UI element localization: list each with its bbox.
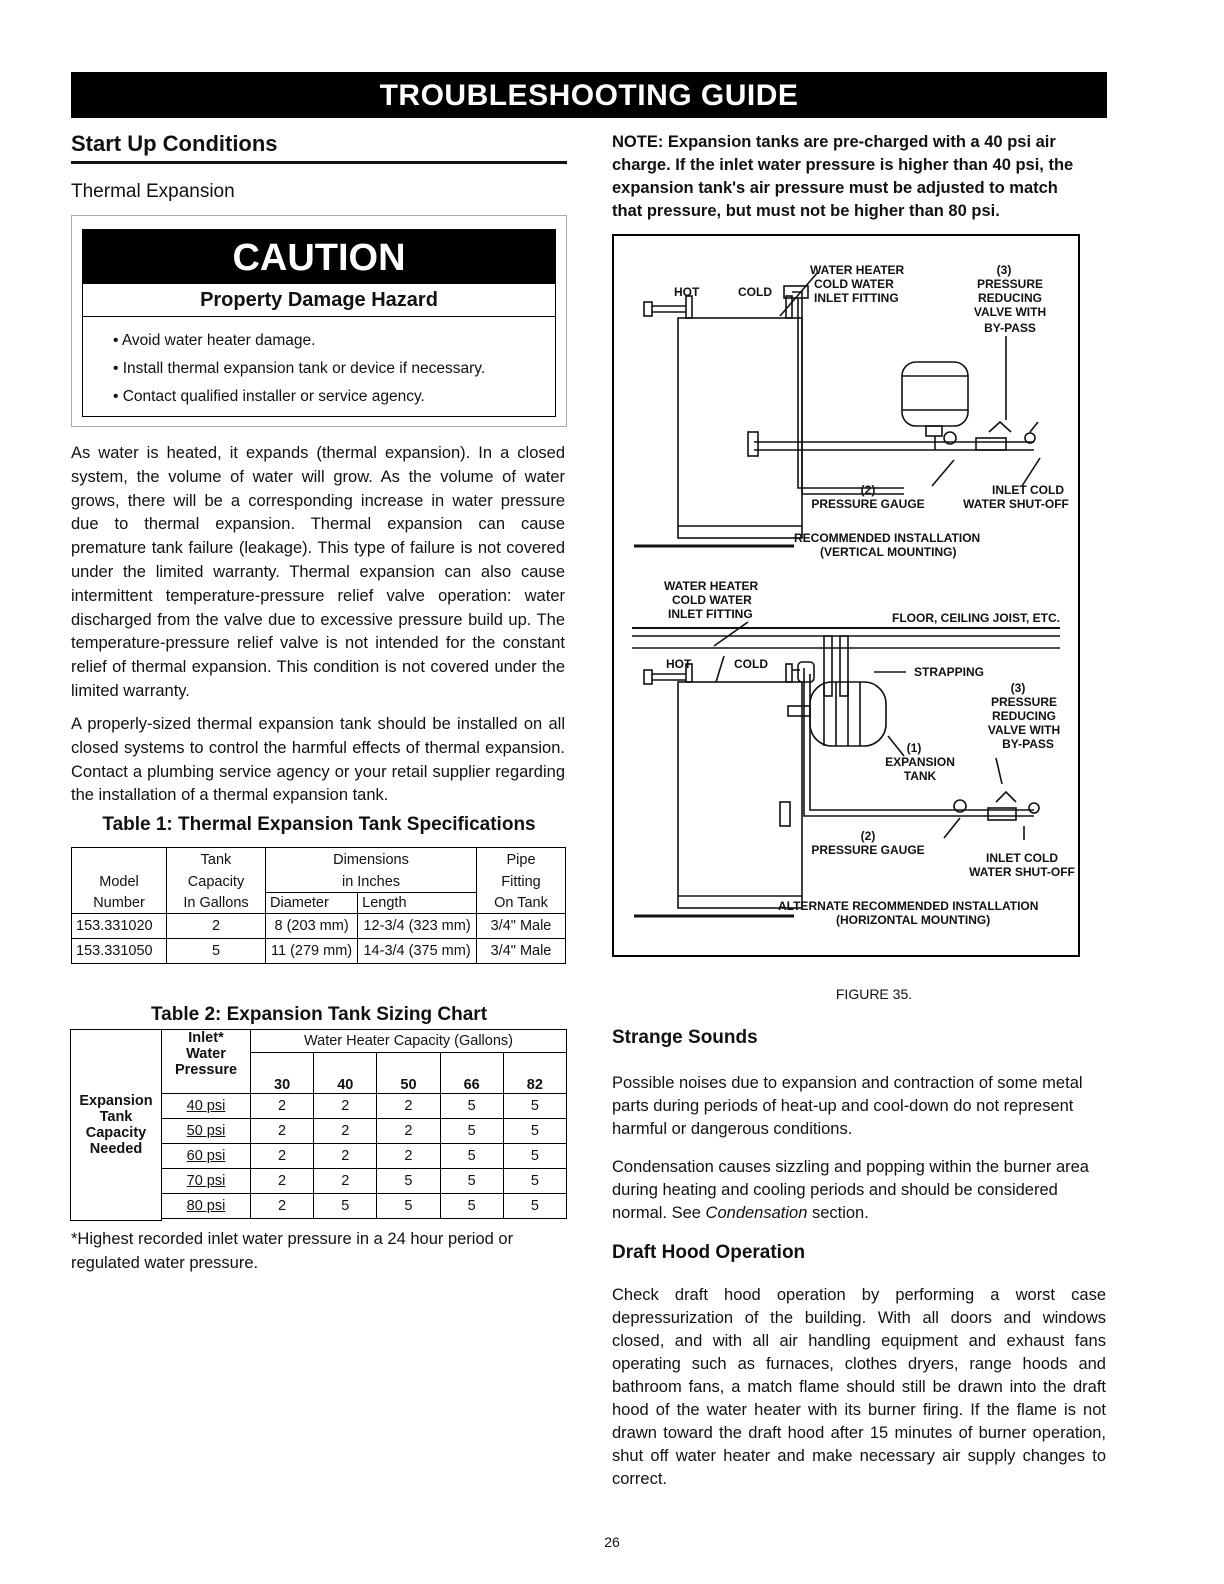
table1-cell: 12-3/4 (323 mm) [358, 914, 477, 939]
label-strapping: STRAPPING [914, 665, 985, 679]
label-bottom-valve: (3) [1010, 681, 1026, 695]
table2 [70, 1029, 567, 1221]
table2-cell: 2 [251, 1194, 314, 1219]
table1-header: Pipe [477, 848, 566, 873]
table1-header: Number [72, 893, 167, 914]
expansion-tank-note: NOTE: Expansion tanks are pre-charged with a 40 psi air charge. If the inlet water pressure is higher than 40 psi, the expansion tank's air pressure must be adjusted to match that pressure, but must not be higher than 80 psi. [612, 133, 1074, 220]
table2-cell: 2 [314, 1119, 377, 1144]
table2-cell: 5 [503, 1194, 566, 1219]
table2-cell: 2 [377, 1094, 440, 1119]
label-bottom-inlet-fitting: WATER HEATER [664, 579, 759, 593]
table1-cell: 5 [167, 939, 266, 964]
label-top-valve: VALVE WITH [973, 305, 1047, 319]
table2-cell: 5 [503, 1169, 566, 1194]
table2-cell: 5 [314, 1194, 377, 1219]
label-top-gauge: (2) [860, 483, 876, 497]
label-top-valve: (3) [996, 263, 1012, 277]
caution-header: CAUTION [83, 230, 555, 284]
table1-cell: 153.331020 [72, 914, 167, 939]
table2-cell: 5 [503, 1144, 566, 1169]
table2-cell: 2 [314, 1169, 377, 1194]
table2-cell: 5 [440, 1194, 503, 1219]
table1-header: Diameter [266, 893, 358, 914]
label-floor: FLOOR, CEILING JOIST, ETC. [892, 611, 1061, 625]
table1-cell: 11 (279 mm) [266, 939, 358, 964]
page-banner: TROUBLESHOOTING GUIDE [71, 72, 1107, 118]
strange-sounds-title: Strange Sounds [612, 1027, 758, 1048]
table2-capacity-header: Water Heater Capacity (Gallons) [251, 1030, 567, 1053]
subsection-title: Thermal Expansion [71, 181, 235, 202]
label-bottom-inlet-fitting: COLD WATER [672, 593, 752, 607]
table2-cell: 2 [314, 1094, 377, 1119]
table1-header: in Inches [266, 872, 477, 893]
table2-cell: 2 [251, 1119, 314, 1144]
table2-capacity: 30 [251, 1053, 314, 1094]
table2-pressure: 60 psi [162, 1144, 251, 1169]
label-top-shutoff: INLET COLD [992, 483, 1064, 497]
caution-item: • Contact qualified installer or service agency. [113, 388, 425, 405]
draft-hood-title: Draft Hood Operation [612, 1242, 806, 1263]
caution-item: • Install thermal expansion tank or device if necessary. [113, 360, 486, 377]
table2-pressure: 40 psi [162, 1094, 251, 1119]
figure-caption: FIGURE 35. [835, 986, 913, 1002]
strange-sounds-p1: Possible noises due to expansion and contraction of some metal parts during periods of heat-up and cool-down do not represent harmful or dangerous conditions. [612, 1074, 1083, 1138]
table1-header: Tank [167, 848, 266, 873]
table2-footnote: *Highest recorded inlet water pressure in a 24 hour period or regulated water pressure. [71, 1230, 514, 1272]
table1-cell: 3/4" Male [477, 914, 566, 939]
table2-cell: 5 [440, 1169, 503, 1194]
label-bottom-valve: BY-PASS [1002, 737, 1054, 751]
table2-capacity: 50 [377, 1053, 440, 1094]
caution-subheader: Property Damage Hazard [83, 284, 555, 317]
table2-cell: 5 [503, 1094, 566, 1119]
table2-capacity: 40 [314, 1053, 377, 1094]
table1 [71, 847, 566, 964]
table1-header [72, 848, 167, 873]
caution-list [83, 317, 555, 411]
draft-hood-paragraph: Check draft hood operation by performing a worst case depressurization of the building. With all doors and windows closed, and with all air handling equipment and exhaust fans operating such as furnaces, clothes dryers, range hoods and bathroom fans, a match flame should still be drawn into the draft hood of the water heater with its burner firing. If the flame is not drawn toward the draft hood after 15 minutes of burner operation, shut off water heater and make necessary air supply changes to correct. [612, 1286, 1106, 1488]
table1-header: Fitting [477, 872, 566, 893]
table1-header: Dimensions [266, 848, 477, 873]
table2-pressure: 80 psi [162, 1194, 251, 1219]
page-number: 26 [604, 1534, 620, 1550]
label-expansion-tank: (1) [906, 741, 922, 755]
label-bottom-gauge: PRESSURE GAUGE [811, 843, 925, 857]
label-top-cold: COLD [738, 285, 772, 299]
caution-box [71, 215, 567, 427]
label-bottom-gauge: (2) [860, 829, 876, 843]
label-top-valve: BY-PASS [984, 321, 1036, 335]
table2-title: Table 2: Expansion Tank Sizing Chart [150, 1004, 488, 1025]
caution-item: • Avoid water heater damage. [113, 332, 316, 349]
label-top-inlet-fitting: WATER HEATER [810, 263, 905, 277]
table1-header: Model [72, 872, 167, 893]
installation-diagram [614, 236, 1078, 955]
table2-cell: 2 [251, 1144, 314, 1169]
label-bottom-title: (HORIZONTAL MOUNTING) [836, 913, 991, 927]
label-top-title: (VERTICAL MOUNTING) [820, 545, 957, 559]
table2-cell: 2 [377, 1144, 440, 1169]
table2-pressure: 70 psi [162, 1169, 251, 1194]
label-top-valve: REDUCING [977, 291, 1043, 305]
table2-cell: 5 [503, 1119, 566, 1144]
label-bottom-valve: REDUCING [991, 709, 1057, 723]
table1-cell: 8 (203 mm) [266, 914, 358, 939]
table2-capacity: 66 [440, 1053, 503, 1094]
label-top-title: RECOMMENDED INSTALLATION [794, 531, 981, 545]
table2-pressure-header: Inlet* Water Pressure [162, 1030, 251, 1094]
thermal-expansion-paragraph: As water is heated, it expands (thermal expansion). In a closed system, the volume of water will grow. As the volume of water grows, there will be a corresponding increase in water pressure due to thermal expansion. Thermal expansion can cause premature tank failure (leakage). This type of failure is not covered under the limited warranty. Thermal expansion can also cause intermittent temperature-pressure relief valve operation: water discharged from the valve due to excessive pressure build up. The temperature-pressure relief valve is not intended for the constant relief of thermal expansion. This condition is not covered under the limited warranty. [71, 444, 565, 700]
label-top-shutoff: WATER SHUT-OFF [963, 497, 1069, 511]
table2-cell: 5 [440, 1094, 503, 1119]
label-top-gauge: PRESSURE GAUGE [811, 497, 925, 511]
table1-cell: 2 [167, 914, 266, 939]
label-bottom-cold: COLD [734, 657, 768, 671]
strange-sounds-p2: Condensation causes sizzling and popping within the burner area during heating and cooling periods and should be considered normal. See Condensation section. [612, 1158, 1089, 1222]
label-bottom-shutoff: WATER SHUT-OFF [969, 865, 1075, 879]
table2-cell: 5 [377, 1194, 440, 1219]
table1-cell: 14-3/4 (375 mm) [358, 939, 477, 964]
section-divider [71, 161, 567, 164]
table2-cell: 2 [251, 1094, 314, 1119]
label-top-valve: PRESSURE [976, 277, 1044, 291]
table2-cell: 5 [440, 1119, 503, 1144]
table1-title: Table 1: Thermal Expansion Tank Specifications [102, 814, 536, 835]
table2-capacity: 82 [503, 1053, 566, 1094]
table2-pressure: 50 psi [162, 1119, 251, 1144]
table1-header: On Tank [477, 893, 566, 914]
label-bottom-inlet-fitting: INLET FITTING [668, 607, 753, 621]
table1-cell: 3/4" Male [477, 939, 566, 964]
label-bottom-shutoff: INLET COLD [986, 851, 1058, 865]
table2-cell: 2 [314, 1144, 377, 1169]
table2-cell: 5 [440, 1144, 503, 1169]
expansion-tank-paragraph: A properly-sized thermal expansion tank should be installed on all closed systems to control the harmful effects of thermal expansion. Contact a plumbing service agency or your retail supplier regarding the installation of a thermal expansion tank. [71, 715, 565, 805]
table2-cell: 2 [377, 1119, 440, 1144]
label-top-inlet-fitting: INLET FITTING [814, 291, 899, 305]
label-top-inlet-fitting: COLD WATER [814, 277, 894, 291]
label-bottom-title: ALTERNATE RECOMMENDED INSTALLATION [778, 899, 1039, 913]
label-bottom-valve: PRESSURE [990, 695, 1058, 709]
label-bottom-hot: HOT [666, 657, 692, 671]
label-expansion-tank: TANK [903, 769, 937, 783]
label-bottom-valve: VALVE WITH [987, 723, 1061, 737]
table2-side-label: Expansion Tank Capacity Needed [71, 1030, 162, 1221]
table2-cell: 5 [377, 1169, 440, 1194]
label-expansion-tank: EXPANSION [885, 755, 955, 769]
table2-cell: 2 [251, 1169, 314, 1194]
table1-header: Capacity [167, 872, 266, 893]
table1-header: In Gallons [167, 893, 266, 914]
figure-35 [612, 234, 1080, 957]
table1-header: Length [358, 893, 477, 914]
label-top-hot: HOT [674, 285, 700, 299]
table1-cell: 153.331050 [72, 939, 167, 964]
section-title: Start Up Conditions [71, 131, 278, 156]
